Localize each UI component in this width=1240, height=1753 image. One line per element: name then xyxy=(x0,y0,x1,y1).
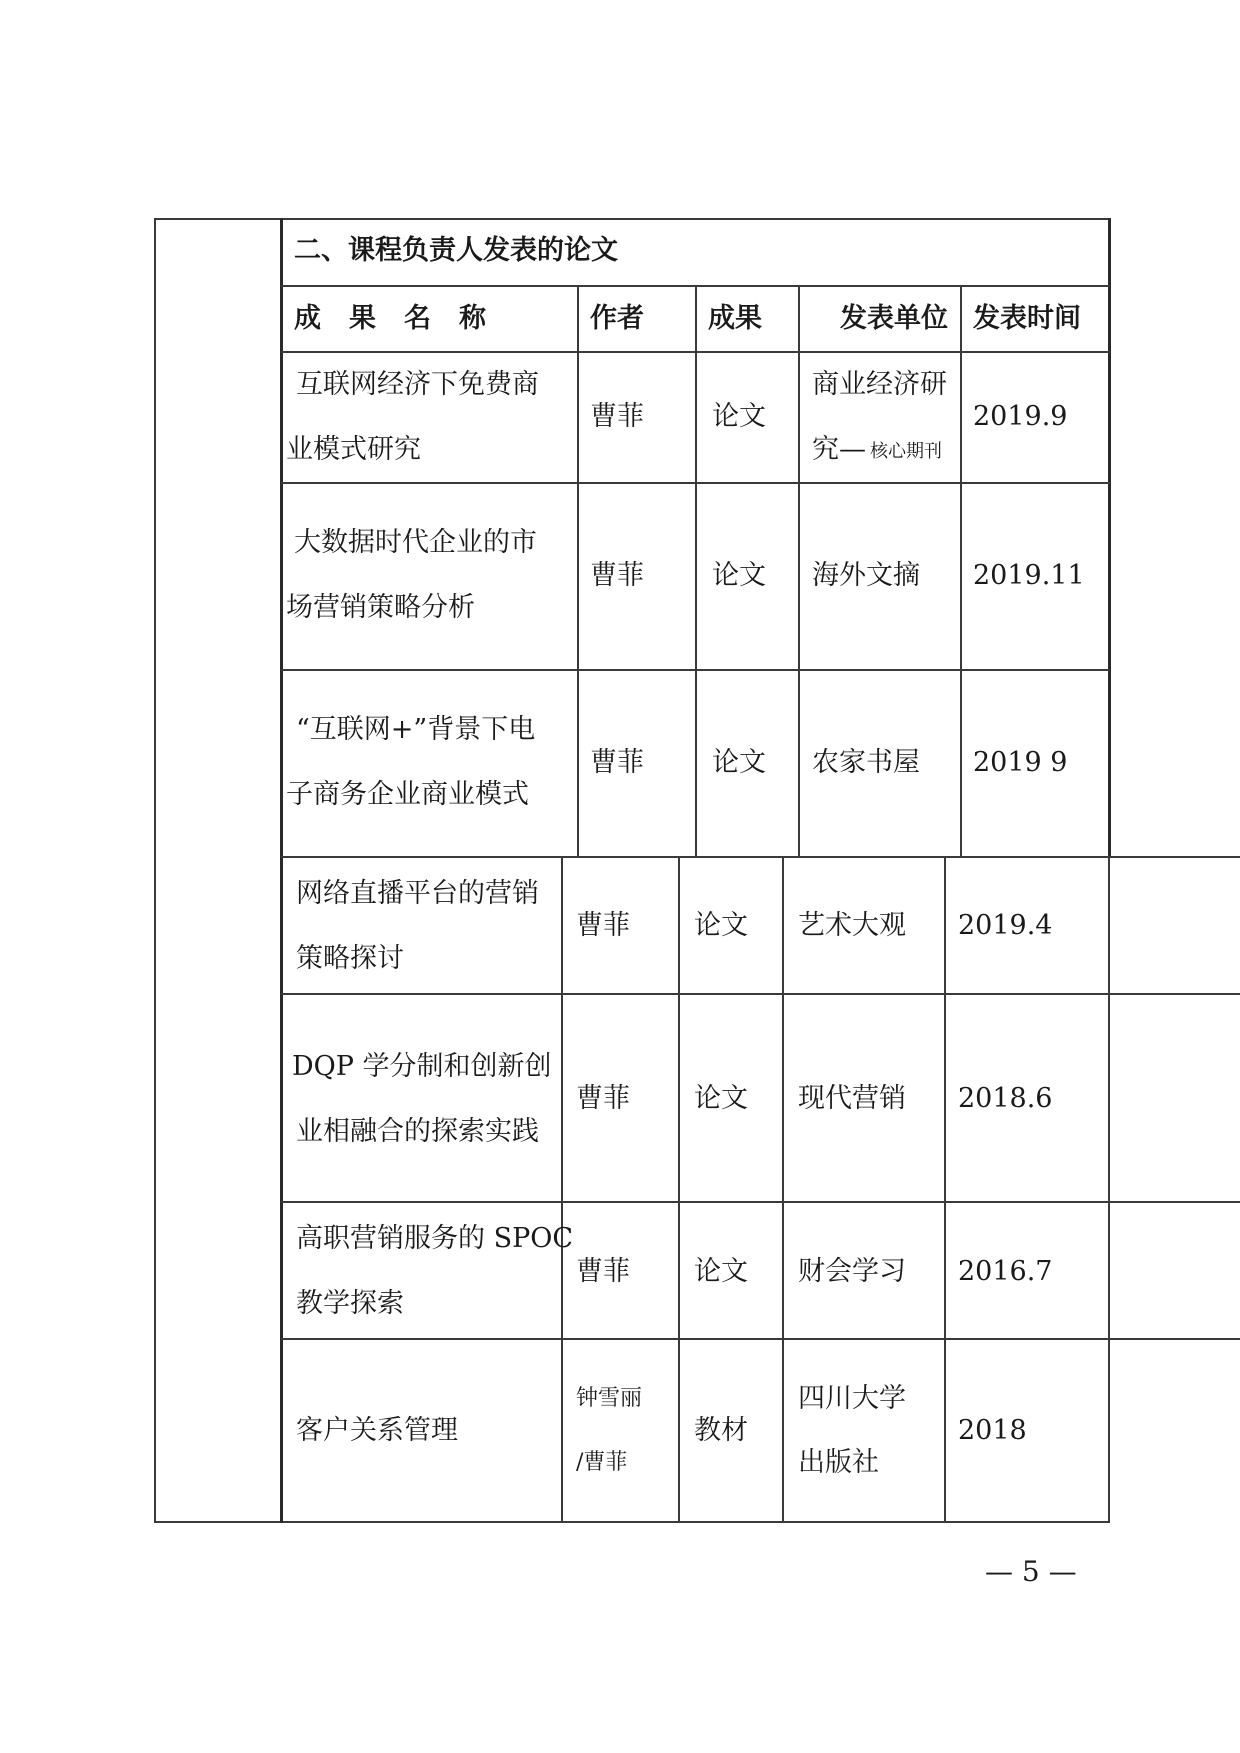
row4-date: 2019.4 xyxy=(958,910,1053,941)
row7-publisher-line1: 四川大学 xyxy=(798,1383,906,1414)
row2-name-line1: 大数据时代企业的市 xyxy=(294,527,537,558)
row2-name-line2: 场营销策略分析 xyxy=(286,592,475,623)
lower-top-border xyxy=(281,856,1240,858)
row1-author: 曹菲 xyxy=(590,401,644,432)
row6-type: 论文 xyxy=(694,1256,748,1287)
header-name: 成果名称 xyxy=(294,303,514,334)
row7-publisher-line2: 出版社 xyxy=(798,1447,879,1478)
row3-name-line2: 子商务企业商业模式 xyxy=(286,779,529,810)
row5-author: 曹菲 xyxy=(576,1083,630,1114)
section-title: 二、课程负责人发表的论文 xyxy=(294,235,618,266)
inner-left-border xyxy=(280,218,283,1523)
row4-type: 论文 xyxy=(694,910,748,941)
outer-bottom-border xyxy=(154,1521,1110,1523)
row5-divider xyxy=(281,1201,1240,1203)
upper-right-border xyxy=(1108,218,1111,858)
upper-col-divider-4 xyxy=(960,285,962,858)
row3-date: 2019 9 xyxy=(973,747,1068,778)
row5-date: 2018.6 xyxy=(958,1083,1053,1114)
upper-col-divider-1 xyxy=(577,285,579,858)
outer-left-border xyxy=(154,218,156,1523)
row1-publisher-line2b: 核心期刊 xyxy=(870,441,942,462)
lower-col-divider-5 xyxy=(1108,856,1110,1523)
header-publisher: 发表单位 xyxy=(840,303,948,334)
row6-divider xyxy=(281,1338,1240,1340)
lower-col-divider-2 xyxy=(678,856,680,1523)
row1-publisher-line2a: 究— xyxy=(812,434,866,465)
row6-date: 2016.7 xyxy=(958,1256,1053,1287)
row7-type: 教材 xyxy=(694,1415,748,1446)
page-number: — 5 — xyxy=(985,1555,1077,1588)
row3-author: 曹菲 xyxy=(590,747,644,778)
row3-publisher: 农家书屋 xyxy=(812,747,920,778)
row1-date: 2019.9 xyxy=(973,401,1068,432)
row3-type: 论文 xyxy=(712,747,766,778)
row1-name-line1: 互联网经济下免费商 xyxy=(296,369,539,400)
row7-name: 客户关系管理 xyxy=(296,1415,458,1446)
row4-author: 曹菲 xyxy=(576,910,630,941)
row7-date: 2018 xyxy=(958,1415,1027,1446)
header-date: 发表时间 xyxy=(973,303,1081,334)
row5-name-line2: 业相融合的探索实践 xyxy=(296,1116,539,1147)
upper-col-divider-2 xyxy=(695,285,697,858)
lower-col-divider-3 xyxy=(782,856,784,1523)
upper-col-divider-3 xyxy=(798,285,800,858)
row1-type: 论文 xyxy=(712,401,766,432)
row1-publisher-line1: 商业经济研 xyxy=(812,369,947,400)
lower-col-divider-1 xyxy=(561,856,563,1523)
row3-name-line1: “互联网+”背景下电 xyxy=(296,714,536,745)
row6-name-line1: 高职营销服务的 SPOC xyxy=(296,1223,574,1254)
row5-publisher: 现代营销 xyxy=(798,1083,906,1114)
row7-author-line1: 钟雪丽 xyxy=(576,1386,643,1411)
row7-author-line2: /曹菲 xyxy=(576,1450,628,1475)
row6-author: 曹菲 xyxy=(576,1256,630,1287)
row4-publisher: 艺术大观 xyxy=(798,910,906,941)
row1-name-line2: 业模式研究 xyxy=(286,434,421,465)
row6-publisher: 财会学习 xyxy=(798,1256,906,1287)
row4-name-line2: 策略探讨 xyxy=(296,943,404,974)
header-type: 成果 xyxy=(708,303,762,334)
lower-col-divider-4 xyxy=(944,856,946,1523)
row5-type: 论文 xyxy=(694,1083,748,1114)
row2-author: 曹菲 xyxy=(590,560,644,591)
row2-publisher: 海外文摘 xyxy=(812,560,920,591)
row2-type: 论文 xyxy=(712,560,766,591)
header-author: 作者 xyxy=(590,303,644,334)
row5-name-line1: DQP 学分制和创新创 xyxy=(292,1051,552,1082)
row6-name-line2: 教学探索 xyxy=(296,1288,404,1319)
row4-divider xyxy=(281,993,1240,995)
row2-date: 2019.11 xyxy=(973,560,1085,591)
row4-name-line1: 网络直播平台的营销 xyxy=(296,878,539,909)
